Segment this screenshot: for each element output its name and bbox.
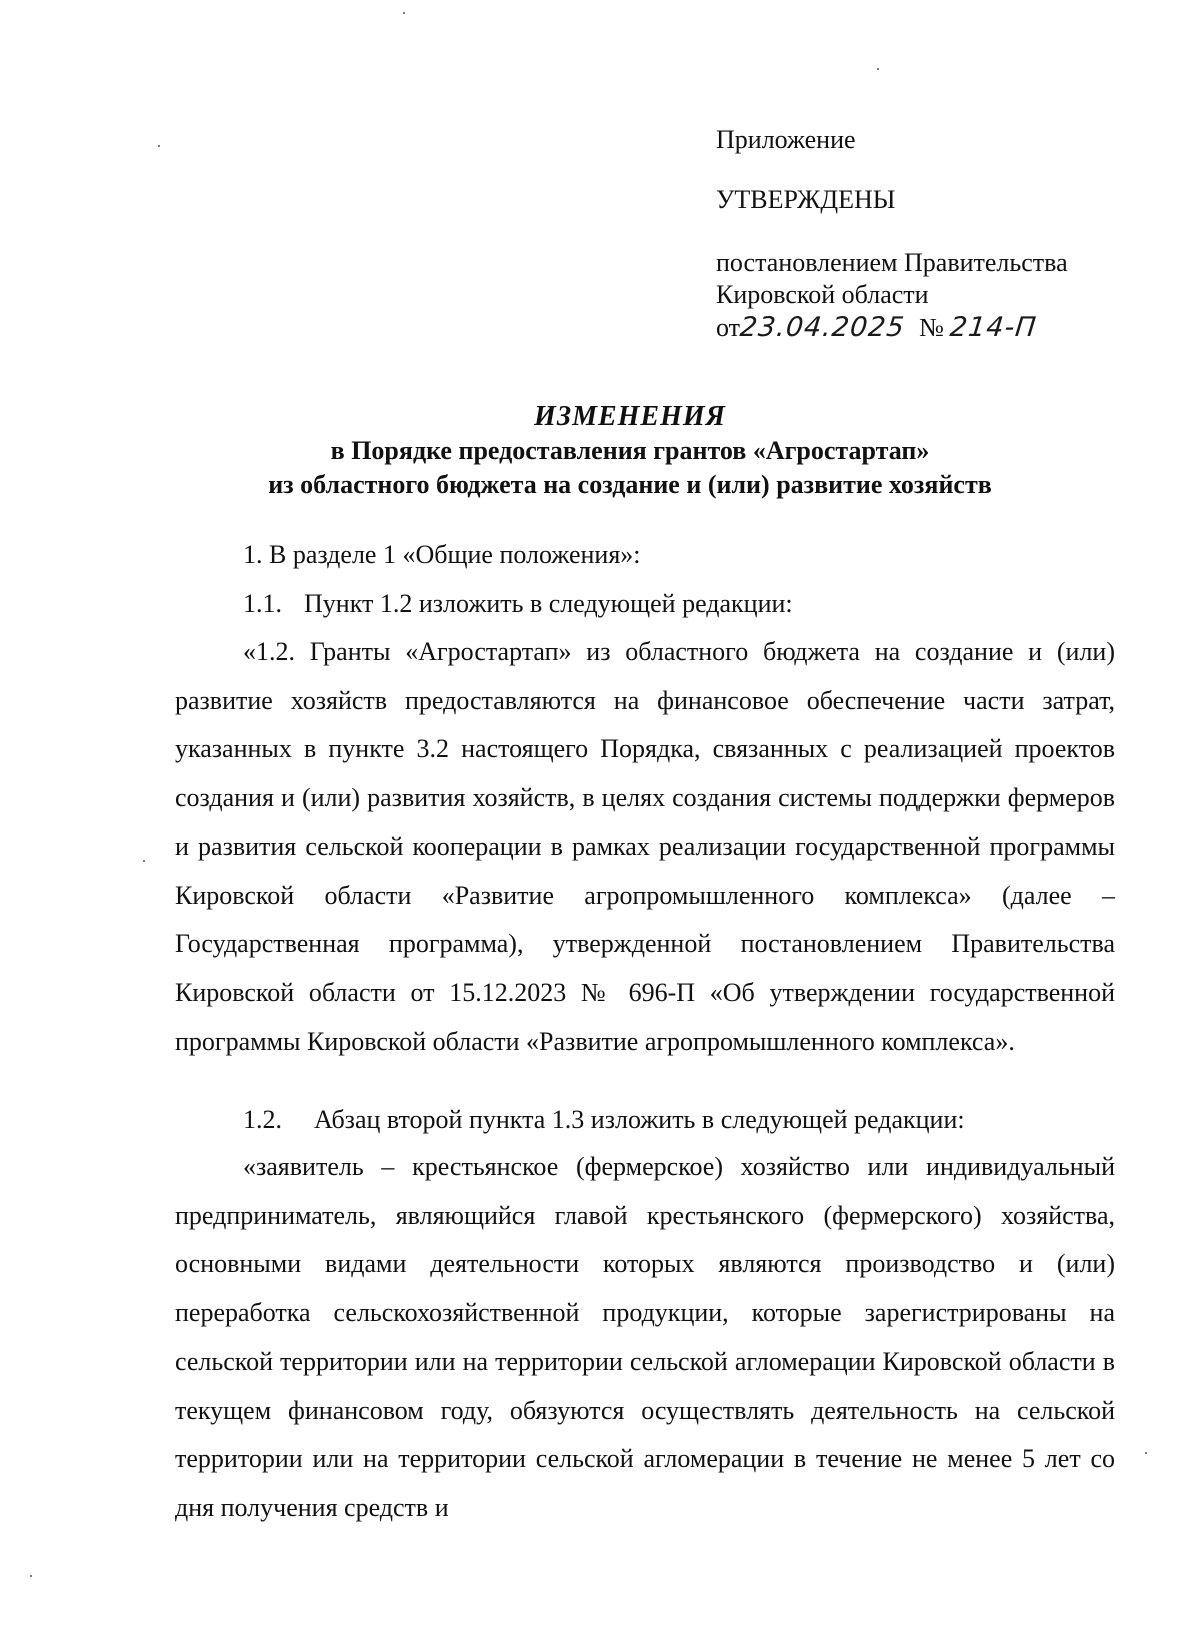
document-title	[30, 400, 1200, 502]
resolution-line-1: постановлением Правительства	[716, 248, 1068, 277]
scan-speck	[158, 145, 160, 147]
date-prefix: от	[716, 313, 741, 342]
handwritten-number: 214-П	[948, 312, 1039, 343]
paragraph-1-2: «1.2. Гранты «Агростартап» из областного бюджета на создание и (или) развитие хозяйств предоставляются на финансовое обеспечение части затрат, указанных в пункте 3.2 настоящего Порядка, связанных с реализацией проектов создания и (или) развития хозяйств, в целях создания системы поддержки фермеров и развития сельской кооперации в рамках реализации государственной программы Кировской области «Развитие агропромышленного комплекса» (далее – Государственная программа), утвержденной постановлением Правительства Кировской области от 15.12.2023 № 696-П «Об утверждении государственной программы Кировской области «Развитие агропромышленного комплекса».	[175, 637, 1115, 1056]
title-heading: ИЗМЕНЕНИЯ	[534, 401, 726, 432]
paragraph-1-3: «заявитель – крестьянское (фермерское) хозяйство или индивидуальный предприниматель, являющийся главой крестьянского (фермерского) хозяйства, основными видами деятельности которых являются производство и (или) переработка сельскохозяйственной продукции, которые зарегистрированы на сельской территории или на территории сельской агломерации Кировской области в текущем финансовом году, обязуются осуществлять деятельность на сельской территории или на территории сельской агломерации в течение не менее 5 лет со дня получения средств и	[175, 1152, 1115, 1522]
number-prefix: №	[919, 313, 944, 342]
title-line-1: в Порядке предоставления грантов «Агростартап»	[330, 436, 930, 465]
handwritten-date: 23.04.2025	[738, 312, 907, 343]
item-1-2	[243, 1105, 965, 1135]
section-1-heading: 1. В разделе 1 «Общие положения»:	[243, 540, 641, 569]
item-1-2-number: 1.2.	[243, 1105, 282, 1134]
scan-speck	[1145, 1452, 1147, 1454]
item-1-1-number: 1.1.	[243, 589, 282, 618]
title-line-2: из областного бюджета на создание и (или) развитие хозяйств	[268, 470, 992, 499]
scan-speck	[30, 1575, 32, 1577]
item-1-1	[243, 589, 793, 619]
scan-speck	[403, 12, 405, 14]
resolution-line-2: Кировской области	[716, 280, 929, 309]
approved-label: УТВЕРЖДЕНЫ	[716, 185, 896, 214]
scan-speck	[877, 68, 879, 70]
item-1-1-text: Пункт 1.2 изложить в следующей редакции:	[304, 589, 793, 618]
scan-speck	[143, 860, 145, 862]
appendix-label: Приложение	[716, 125, 856, 154]
resolution-date-line	[716, 312, 1037, 344]
item-1-2-text: Абзац второй пункта 1.3 изложить в следующей редакции:	[314, 1105, 965, 1134]
